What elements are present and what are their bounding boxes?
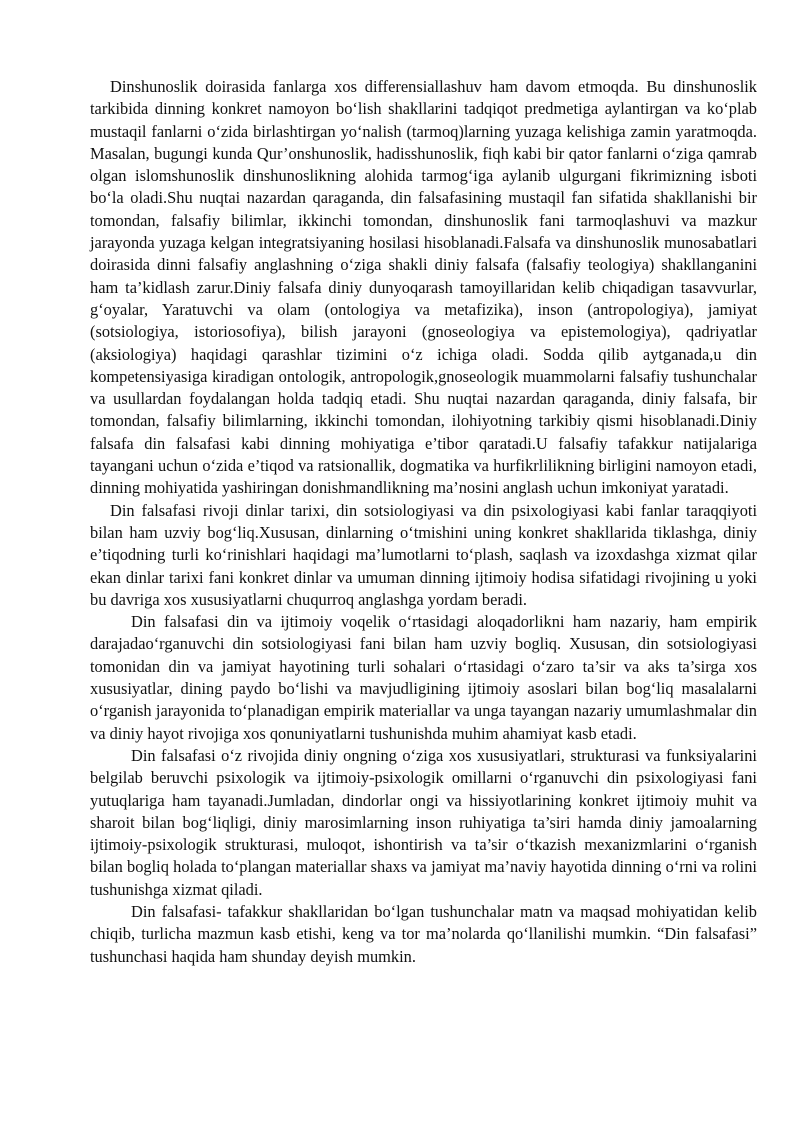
- paragraph-definition: Din falsafasi- tafakkur shakllaridan bo‘lgan tushunchalar matn va maqsad mohiyatidan kelib chiqib, turlicha mazmun kasb etishi, keng va tor ma’nolarda qo‘llanilishi mumkin. “Din falsafasi” tushunchasi haqida ham shunday deyish mumkin.: [90, 901, 757, 966]
- paragraph-history-of-religions: Din falsafasi rivoji dinlar tarixi, din sotsiologiyasi va din psixologiyasi kabi fanlar taraqqiyoti bilan ham uzviy bog‘liq.Xususan, dinlarning o‘tmishini uning konkret shakllarida tiklashga, diniy e’tiqodning turli ko‘rinishlari haqidagi ma’lumotlarni to‘plash, saqlash va izoxdashga xizmat qilar ekan dinlar tarixi fani konkret dinlar va umuman dinning ijtimoiy hodisa sifatidagi rivojining u yoki bu davriga xos xususiyatlarni chuqurroq anglashga yordam beradi.: [90, 500, 757, 609]
- paragraph-psychology-of-religion: Din falsafasi o‘z rivojida diniy ongning o‘ziga xos xususiyatlari, strukturasi va funksiyalarini belgilab beruvchi psixologik va ijtimoiy-psixologik omillarni o‘rganuvchi din psixologiyasi fani yutuqlariga ham tayanadi.Jumladan, dindorlar ongi va hissiyotlarining konkret ijtimoiy muhit va sharoit bilan bog‘liqligi, diniy marosimlarning inson ruhiyatiga ta’siri hamda diniy jamoalarning ijtimoiy-psixologik strukturasi, muloqot, ishontirish va ta’sir o‘tkazish mexanizmlarini o‘rganish bilan bogliq holada to‘plangan materiallar shaxs va jamiyat ma’naviy hayotida dinning o‘rni va rolini tushunishga xizmat qiladi.: [90, 745, 757, 899]
- paragraph-sociology-of-religion: Din falsafasi din va ijtimoiy voqelik o‘rtasidagi aloqadorlikni ham nazariy, ham empirik darajadao‘rganuvchi din sotsiologiyasi fani bilan ham uzviy bogliq. Xususan, din sotsiologiyasi tomonidan din va jamiyat hayotining turli sohalari o‘rtasidagi o‘zaro ta’sir va aks ta’sirga xos xususiyatlar, dining paydo bo‘lishi va mavjudligining ijtimoiy asoslari bilan bog‘liq masalalarni o‘rganish jarayonida to‘planadigan empirik materiallar va unga tayangan nazariy umumlashmalar din va diniy hayot rivojiga xos qonuniyatlarni tushunishda muhim ahamiyat kasb etadi.: [90, 612, 757, 743]
- paragraph-differentiation: Dinshunoslik doirasida fanlarga xos differensiallashuv ham davom etmoqda. Bu dinshunoslik tarkibida dinning konkret namoyon bo‘lish shakllarini tadqiqot predmetiga aylantirgan va ko‘plab mustaqil fanlarni o‘zida birlashtirgan yo‘nalish (tarmoq)larning yuzaga kelishiga zamin yaratmoqda. Masalan, bugungi kunda Qur’onshunoslik, hadisshunoslik, fiqh kabi bir qator fanlarni o‘ziga qamrab olgan islomshunoslik dinshunoslikning alohida tarmog‘iga aylanib ulgurgani fikrimizning isboti bo‘la oladi.Shu nuqtai nazardan qaraganda, din falsafasining mustaqil fan sifatida shakllanishi bir tomondan, falsafiy bilimlar, ikkinchi tomondan, dinshunoslik fani tarmoqlashuvi va mazkur jarayonda yuzaga kelgan integratsiyaning hosilasi hisoblanadi.Falsafa va dinshunoslik munosabatlari doirasida dinni falsafiy anglashning o‘ziga shakli diniy falsafa (falsafiy teologiya) shakllanganini ham ta’kidlash zarur.Diniy falsafa diniy dunyoqarash tamoyillaridan kelib chiqadigan tasavvurlar, g‘oyalar, Yaratuvchi va olam (ontologiya va metafizika), inson (antropologiya), jamiyat (sotsiologiya, istoriosofiya), bilish jarayoni (gnoseologiya va epistemologiya), qadriyatlar (aksiologiya) haqidagi qarashlar tizimini o‘z ichiga oladi. Sodda qilib aytganada,u din kompetensiyasiga kiradigan ontologik, antropologik,gnoseologik muammolarni falsafiy tushunchalar va usullardan foydalangan holda tadqiq etadi. Shu nuqtai nazardan qaraganda, diniy falsafa, bir tomondan, falsafiy bilimlarning, ikkinchi tomondan, ilohiyotning tarkibiy qismi hisoblanadi.Diniy falsafa din falsafasi kabi dinning mohiyatiga e’tibor qaratadi.U falsafiy tafakkur natijalariga tayangani uchun o‘zida e’tiqod va ratsionallik, dogmatika va hurfikrlilikning birligini namoyon etadi, dinning mohiyatida yashiringan donishmandlikning ma’nosini anglash uchun imkoniyat yaratadi.: [90, 77, 757, 498]
- document-page: [90, 76, 757, 968]
